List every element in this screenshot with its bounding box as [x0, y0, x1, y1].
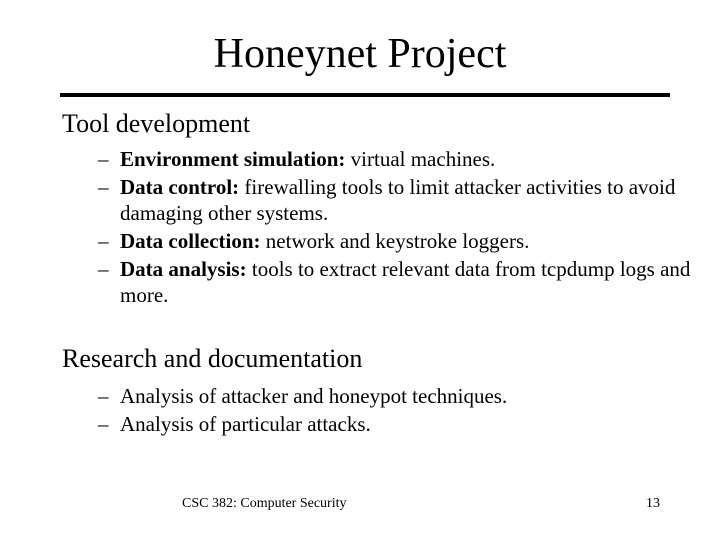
footer-course: CSC 382: Computer Security: [182, 496, 347, 511]
bullet-text: virtual machines.: [345, 147, 496, 171]
list-item: [98, 256, 698, 308]
dash-bullet: –: [98, 384, 109, 408]
bullet-term: Data collection:: [120, 229, 261, 253]
section-heading-tool-development: Tool development: [62, 109, 251, 138]
list-item: [98, 228, 698, 254]
dash-bullet: –: [98, 147, 109, 171]
bullet-term: Environment simulation:: [120, 147, 346, 171]
list-item: [98, 383, 698, 409]
section-heading-research: Research and documentation: [62, 344, 363, 373]
title-divider: [60, 93, 670, 97]
tool-development-list: [98, 146, 698, 310]
bullet-text: firewalling tools to limit attacker activities to avoid damaging other systems.: [120, 175, 676, 225]
dash-bullet: –: [98, 175, 109, 199]
list-item: [98, 174, 698, 226]
dash-bullet: –: [98, 257, 109, 281]
bullet-text: Analysis of attacker and honeypot techniques.: [120, 384, 508, 408]
bullet-text: network and keystroke loggers.: [260, 229, 530, 253]
bullet-term: Data analysis:: [120, 257, 247, 281]
page-number: 13: [646, 496, 660, 511]
list-item: [98, 411, 698, 437]
research-list: [98, 383, 698, 439]
bullet-text: tools to extract relevant data from tcpdump logs and more.: [120, 257, 691, 307]
bullet-term: Data control:: [120, 175, 240, 199]
slide-title: Honeynet Project: [213, 31, 507, 77]
dash-bullet: –: [98, 412, 109, 436]
dash-bullet: –: [98, 229, 109, 253]
bullet-text: Analysis of particular attacks.: [120, 412, 371, 436]
list-item: [98, 146, 698, 172]
